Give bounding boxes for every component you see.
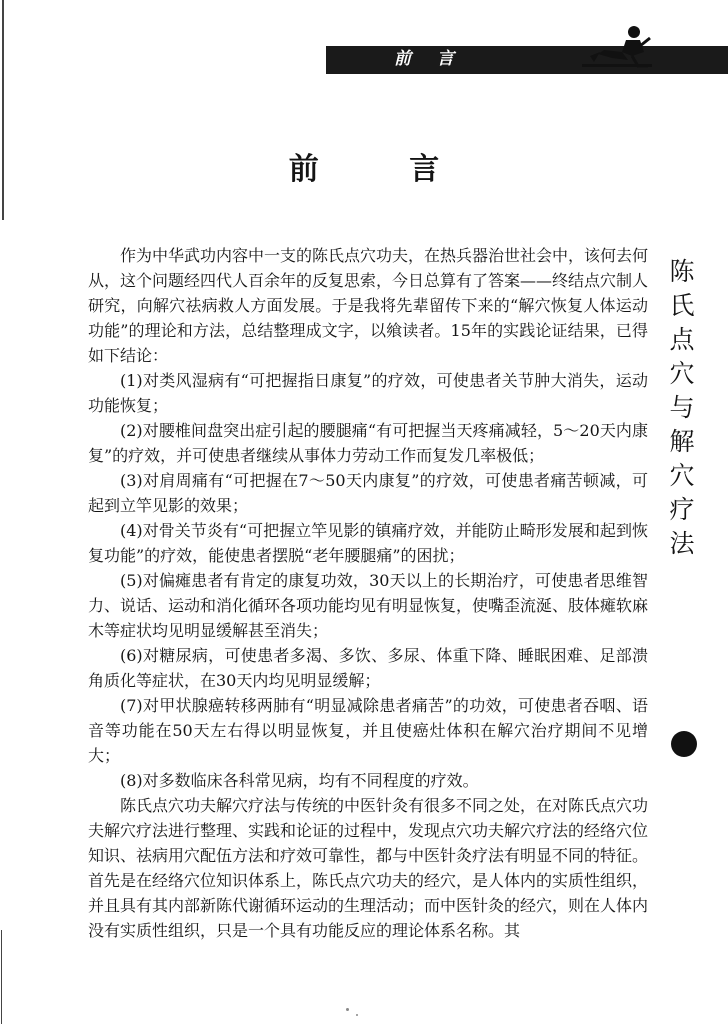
paragraph: (2)对腰椎间盘突出症引起的腰腿痛“有可把握当天疼痛减轻，5～20天内康复”的疗效，并可使患者继续从事体力劳动工作而复发几率极低； (88, 421, 648, 465)
side-title-char: 氏 (669, 291, 695, 320)
side-title-char: 与 (669, 393, 695, 422)
paragraph: (3)对肩周痛有“可把握在7～50天内康复”的疗效，可使患者痛苦顿减，可起到立竿见影的效果； (88, 471, 648, 515)
paragraph: (7)对甲状腺癌转移两肺有“明显减除患者痛苦”的功效，可使患者吞咽、语音等功能在50天左右得以明显恢复，并且使癌灶体积在解穴治疗期间不见增大； (88, 696, 648, 765)
side-title-char: 点 (669, 325, 695, 354)
scan-speck (356, 1014, 358, 1016)
paragraph: (4)对骨关节炎有“可把握立竿见影的镇痛疗效，并能防止畸形发展和起到恢复功能”的疗效，能使患者摆脱“老年腰腿痛”的困扰； (88, 521, 648, 565)
body-text (88, 243, 648, 943)
paragraph: 陈氏点穴功夫解穴疗法与传统的中医针灸有很多不同之处，在对陈氏点穴功夫解穴疗法进行整理、实践和论证的过程中，发现点穴功夫解穴疗法的经络穴位知识、祛病用穴配伍方法和疗效可靠性，都与中医针灸疗法有明显不同的特征。首先是在经络穴位知识体系上，陈氏点穴功夫的经穴，是人体内的实质性组织，并且具有其内部新陈代谢循环运动的生理活动；而中医针灸的经穴，则在人体内没有实质性组织，只是一个具有功能反应的理论体系名称。其 (88, 796, 649, 940)
running-header-bar (326, 46, 728, 74)
page-title: 前 言 (288, 152, 480, 187)
running-header-title: 前 言 (394, 49, 464, 69)
side-title-char: 疗 (669, 495, 695, 524)
side-tab-marker (671, 731, 697, 757)
side-title-char: 解 (669, 427, 695, 456)
paragraph: (6)对糖尿病，可使患者多渴、多饮、多尿、体重下降、睡眠困难、足部溃角质化等症状，在30天内均见明显缓解； (88, 646, 648, 690)
paragraph: (5)对偏瘫患者有肯定的康复功效，30天以上的长期治疗，可使患者思维智力、说话、运动和消化循环各项功能均见有明显恢复，使嘴歪流涎、肢体瘫软麻木等症状均见明显缓解甚至消失； (88, 571, 649, 640)
martial-artist-ornament-icon (582, 22, 652, 68)
side-title-char: 穴 (669, 359, 695, 388)
scan-speck (346, 1008, 349, 1011)
paragraph: (1)对类风湿病有“可把握指日康复”的疗效，可使患者关节肿大消失，运动功能恢复； (88, 371, 648, 415)
scan-edge-line (1, 930, 2, 1024)
side-book-title (662, 255, 702, 561)
side-title-char: 法 (669, 529, 695, 558)
side-title-char: 穴 (669, 461, 695, 490)
paragraph: 作为中华武功内容中一支的陈氏点穴功夫，在热兵器治世社会中，该何去何从，这个问题经四代人百余年的反复思索，今日总算有了答案——终结点穴制人研究，向解穴祛病救人方面发展。于是我将先辈留传下来的“解穴恢复人体运动功能”的理论和方法，总结整理成文字，以飨读者。15年的实践论证结果，已得如下结论： (88, 246, 649, 365)
side-title-char: 陈 (669, 257, 695, 286)
paragraph: (8)对多数临床各科常见病，均有不同程度的疗效。 (120, 771, 479, 790)
